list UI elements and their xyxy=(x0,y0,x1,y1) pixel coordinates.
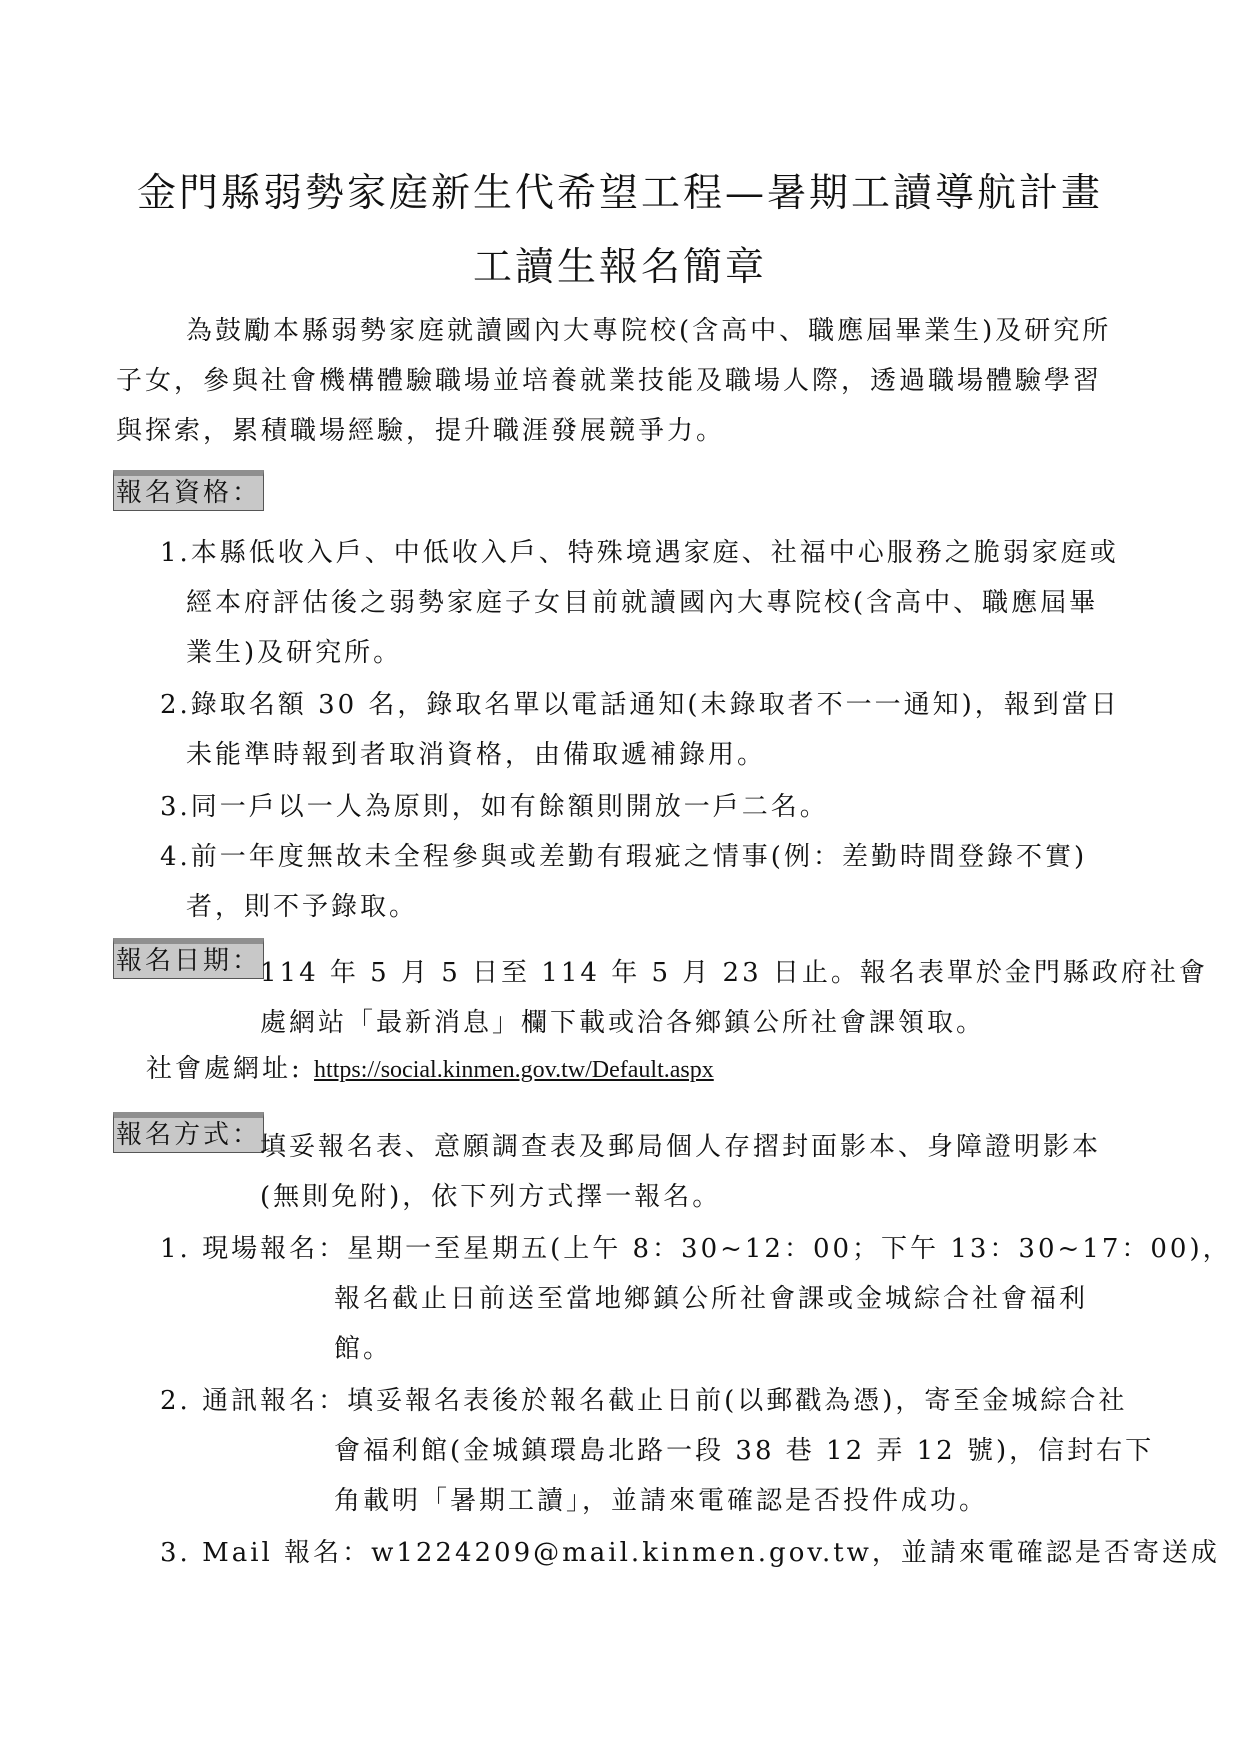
method-line-2: (無則免附)，依下列方式擇一報名。 xyxy=(260,1182,722,1212)
intro-line-2: 子女，參與社會機構體驗職場並培養就業技能及職場人際，透過職場體驗學習 xyxy=(116,366,1103,396)
qualification-label: 報名資格： xyxy=(113,470,264,511)
date-label: 報名日期： xyxy=(113,938,264,979)
website-row xyxy=(146,1052,714,1087)
qualification-line-6: 3.同一戶以一人為原則，如有餘額則開放一戶二名。 xyxy=(160,792,829,822)
website-link[interactable]: https://social.kinmen.gov.tw/Default.aspx xyxy=(314,1057,714,1083)
method-item-1-cont-2: 館。 xyxy=(334,1334,393,1364)
qualification-line-4: 2.錄取名額 30 名，錄取名單以電話通知(未錄取者不一一通知)，報到當日 xyxy=(160,690,1120,720)
method-item-1-cont-1: 報名截止日前送至當地鄉鎮公所社會課或金城綜合社會福利 xyxy=(334,1284,1089,1314)
qualification-line-5: 未能準時報到者取消資格，由備取遞補錄用。 xyxy=(186,740,767,770)
intro-line-3: 與探索，累積職場經驗，提升職涯發展競爭力。 xyxy=(116,416,726,446)
method-line-1: 填妥報名表、意願調查表及郵局個人存摺封面影本、身障證明影本 xyxy=(260,1132,1102,1162)
method-item-2: 2. 通訊報名：填妥報名表後於報名截止日前(以郵戳為憑)，寄至金城綜合社 xyxy=(160,1386,1128,1416)
website-label: 社會處網址: xyxy=(146,1054,303,1084)
date-line-1: 114 年 5 月 5 日至 114 年 5 月 23 日止。報名表單於金門縣政府社會 xyxy=(260,958,1208,988)
qualification-line-8: 者，則不予錄取。 xyxy=(186,892,419,922)
date-line-2: 處網站「最新消息」欄下載或洽各鄉鎮公所社會課領取。 xyxy=(260,1008,986,1038)
title-main: 金門縣弱勢家庭新生代希望工程—暑期工讀導航計畫 xyxy=(136,171,1103,216)
qualification-line-2: 經本府評估後之弱勢家庭子女目前就讀國內大專院校(含高中、職應屆畢 xyxy=(186,588,1099,618)
method-item-1: 1. 現場報名：星期一至星期五(上午 8：30~12：00；下午 13：30~17：00)， xyxy=(160,1234,1232,1264)
title-sub: 工讀生報名簡章 xyxy=(472,245,767,290)
qualification-line-3: 業生)及研究所。 xyxy=(186,638,403,668)
method-label: 報名方式： xyxy=(113,1112,264,1153)
method-item-2-cont-1: 會福利館(金城鎮環島北路一段 38 巷 12 弄 12 號)，信封右下 xyxy=(334,1436,1155,1466)
intro-line-1: 為鼓勵本縣弱勢家庭就讀國內大專院校(含高中、職應屆畢業生)及研究所 xyxy=(186,316,1112,346)
method-item-3: 3. Mail 報名：w1224209@mail.kinmen.gov.tw，並請來電確認是否寄送成 xyxy=(160,1538,1220,1568)
qualification-line-7: 4.前一年度無故未全程參與或差勤有瑕疵之情事(例：差勤時間登錄不實) xyxy=(160,842,1088,872)
qualification-line-1: 1.本縣低收入戶、中低收入戶、特殊境遇家庭、社福中心服務之脆弱家庭或 xyxy=(160,538,1119,568)
method-item-2-cont-2: 角載明「暑期工讀」，並請來電確認是否投件成功。 xyxy=(334,1486,989,1516)
